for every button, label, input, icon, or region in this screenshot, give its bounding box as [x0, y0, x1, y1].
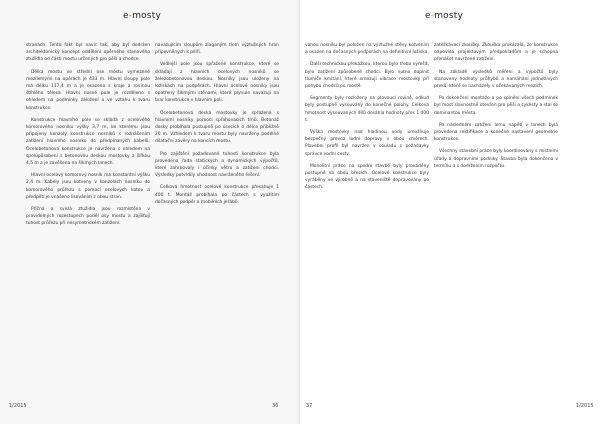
paragraph: Po dokončení montáže a po splnění všech podmínek byl most slavnostně otevřen pro pěší a cyklisty a stal se dominantou města.	[434, 96, 558, 116]
right-column-1	[305, 42, 429, 197]
paragraph: Hlavní ocelový komorový nosník má konstantní výšku 2,4 m. Kabely jsou kotveny v konzolách nosníku do komorového průřezu s pomocí ocelových kotev a předpětí je vnášeno lisováním z obou stran.	[26, 173, 150, 200]
paragraph: stranách. Tento fakt byl navíc tak, aby byl dodržen architektonický koncept oddělení opěrného stanového ztužidla od části mostu určených pro pěší a chodce.	[26, 43, 150, 63]
paragraph: navazujícím sloupům zlaganým tlem výztužných hran připevněných k pilíři.	[155, 43, 279, 56]
paragraph: Celková hmotnost ocelové konstrukce přesahuje 1 400 t. Montáž probíhala po částech s využitím dočasných podpěr a mobilních jeřábů.	[155, 185, 279, 205]
issue-label: 1/2015	[9, 403, 27, 409]
page-number: 37	[306, 403, 313, 409]
right-column-2	[434, 42, 558, 175]
paragraph: Segmenty byly rozloženy na plovoucí rovině, odkud byly postupně vysouvány do konečné polohy. Celková hmotnost vysouvaných dílů dosáhla hodnoty přes 1 400 t.	[305, 96, 429, 123]
paragraph: Délka mostu ve střední ose mostu vymezené mezilehlými na opěrách je 433 m. Hlavní sloupy pole má délku 117,4 m a je osazeno s kraje a rovinou štíhlého tělesa. Hlavní nosné pole je rozděleno s ohledem na podmínky založení a ve vztahu k tvaru konstrukce.	[26, 69, 150, 111]
left-column-2	[155, 42, 279, 211]
issue-label: 1/2015	[576, 403, 594, 409]
paragraph: Ocelobetonová deska mostovky je spřažena s hlavními nosníky pomocí spřahovacích trnů. Betonáž desky probíhala postupně po úsecích o délce přibližně 20 m. Vzhledem k tvaru mostu byly navrženy podélné dilatační závěry na koncích mostu.	[155, 110, 279, 145]
paragraph: Výška mostovky nad hladinou vody umožňuje bezpečný provoz lodní dopravy v obou směrech. Plavební profil byl navržen v souladu s požadavky správce vodní cesty.	[305, 130, 429, 157]
paragraph: Pro zajištění požadované tuhosti konstrukce byla provedena řada statických a dynamických výpočtů, které zahrnovaly i účinky větru a zatížení chodci. Výsledky potvrdily vhodnost navrženého řešení.	[155, 151, 279, 179]
paragraph: zatěžkávací zkoušky. Zkouška prokázala, že konstrukce odpovídá projektovým předpokladům a je schopna přenášet navržené zatížení.	[434, 43, 558, 63]
paragraph: Po následném zatížení lomu napětí v lanech byla provedena rektifikace a konečné nastavení geometrie konstrukce.	[434, 122, 558, 143]
right-page	[300, 0, 600, 424]
brand-logo: e-mosty	[123, 11, 162, 21]
paragraph: Všechny stavební práce byly koordinovány s místními úřady a dopravními podniky. Stavba byla dokončena v termínu a s dodržením rozpočtu.	[434, 149, 558, 169]
paragraph: Další technickou překážkou, kterou bylo třeba vyřešit, bylo zatížení způsobené chodci. Bylo nutno doplnit tlumiče kmitání, které omezují vibrace mostovky při pohybu chodců po mostě.	[305, 62, 429, 90]
page-number: 36	[272, 403, 279, 409]
paragraph: vahou nosníku byl položen na výztužné stěny kotvením a osazen na dočasných podporách na definitivní ložiska.	[305, 43, 429, 56]
brand-logo: e-mosty	[425, 11, 464, 21]
paragraph: Konstrukce hlavního pole se skládá z ocelového komorového nosníku výšky 3,7 m, ke kterému jsou připojeny konzoly konstrukce nosníků s roznášením zatížení hlavního nosníku do předpínaných kabelů. Ocelobetonová konstrukce je navržena s ohledem na spolupůsobení s betonovou deskou mostovky a šířkou 4,5 m a je zavěšena na šikmých lanech.	[26, 117, 150, 167]
paragraph: Příčná a svislá ztužidla jsou rozmístěna v pravidelných rozestupech podél osy mostu a zajišťují tuhost průřezu při nesymetrickém zatížení.	[26, 207, 150, 227]
left-column-1	[26, 42, 150, 233]
paragraph: Monolitní práce na spodní stavbě byly prováděny postupně na obou březích. Ocelové konstrukce byly vyráběny ve výrobně a na staveniště dopravovány po částech.	[305, 163, 429, 191]
paragraph: Na základě výsledků měření a výpočtů byly stanoveny hodnoty průhybů a namáhání jednotlivých prvků, které se nacházely v očekávaných mezích.	[434, 69, 558, 90]
paragraph: Vedlejší pole jsou spřažené konstrukce, které se skládají z hlavních ocelových nosníků se železobetonovou deskou. Nosníky jsou uloženy na ložiskách na podpěrách. Hlavní ocelové nosníky jsou opatřeny šikmými stěnami, které plynule navazují na tvar konstrukce v hlavním poli.	[155, 62, 279, 104]
